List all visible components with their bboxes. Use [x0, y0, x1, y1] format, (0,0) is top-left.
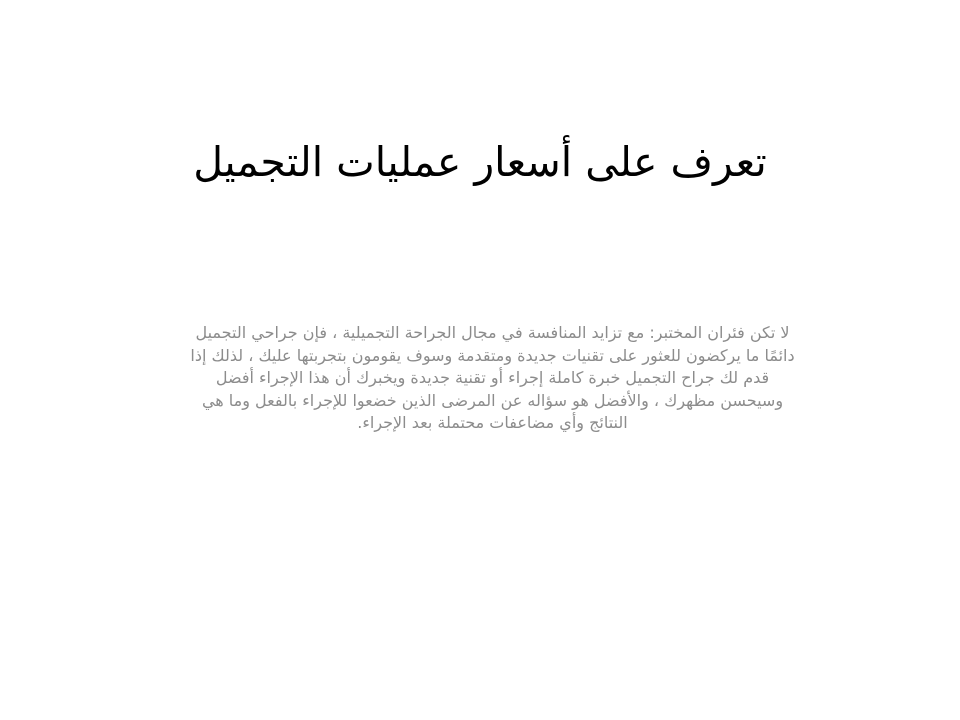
slide-body-text: لا تكن فئران المختبر: مع تزايد المنافسة في مجال الجراحة التجميلية ، فإن جراحي التجميل دائمًا ما يركضون للعثور على تقنيات جديدة ومتقدمة وسوف يقومون بتجربتها عليك ، لذلك إذا قدم لك جراح التجميل خبرة كاملة إجراء أو تقنية جديدة ويخبرك أن هذا الإجراء أفضل وسيحسن مظهرك ، والأفضل هو سؤاله عن المرضى الذين خضعوا للإجراء بالفعل وما هي النتائج وأي مضاعفات محتملة بعد الإجراء.	[190, 323, 795, 432]
slide-title: تعرف على أسعار عمليات التجميل	[193, 138, 767, 186]
